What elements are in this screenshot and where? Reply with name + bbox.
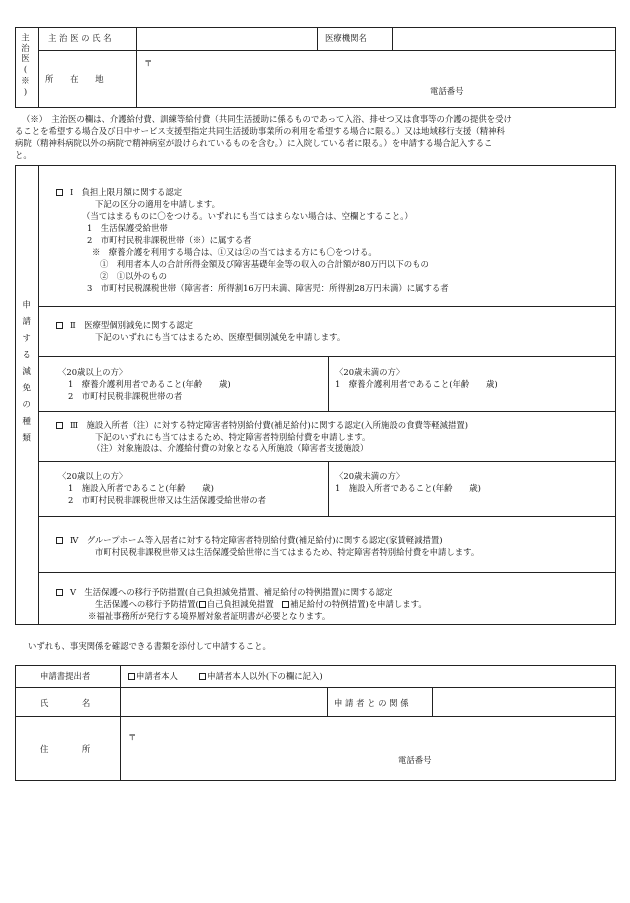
- sec4-title[interactable]: Ⅳ グループホーム等入居者に対する特定障害者特別給付費(補足給付)に関する認定(家賃軽減措置): [56, 535, 443, 546]
- attach-note: いずれも、事実関係を確認できる書類を添付して申請すること。: [28, 641, 271, 651]
- sec3-title[interactable]: Ⅲ 施設入所者（注）に対する特定障害者特別給付費(補足給付)に関する認定(入所施設の食費等軽減措置): [56, 420, 468, 431]
- divider: [317, 27, 318, 50]
- submitter-options: 申請者本人 申請者本人以外(下の欄に記入): [128, 671, 323, 682]
- self-burden-checkbox[interactable]: [199, 601, 206, 608]
- sec3-line: （注）対象施設は、介護給付費の対象となる入所施設（障害者支援施設）: [92, 443, 369, 453]
- note-line: ることを希望する場合及び日中サービス支援型指定共同生活援助事業所の利用を希望する場合に限る。）又は地域移行支援（精神科: [15, 126, 505, 136]
- sec2-line: 下記のいずれにも当てはまるため、医療型個別減免を申請します。: [95, 332, 346, 342]
- divider: [136, 27, 137, 108]
- submitter-label: 申請書提出者: [40, 671, 91, 681]
- relation-label: 申 請 者 と の 関 係: [334, 698, 409, 708]
- sec1-line: ② ①以外のもの: [100, 271, 167, 281]
- submitter-address-field[interactable]: [124, 744, 394, 762]
- doctor-name-label: 主 治 医 の 氏 名: [48, 33, 112, 43]
- divider: [38, 306, 616, 307]
- divider: [38, 356, 616, 357]
- divider: [38, 572, 616, 573]
- divider: [38, 27, 39, 108]
- note-line: （※） 主治医の欄は、介護給付費、訓練等給付費（共同生活援助に係るものであって入浴、排せつ又は食事等の介護の提供を受け: [22, 114, 512, 124]
- sec5-title[interactable]: Ⅴ 生活保護への移行予防措置(自己負担減免措置、補足給付の特例措置)に関する認定: [56, 587, 392, 598]
- phone-label: 電話番号: [398, 755, 432, 765]
- doctor-side-label: 主治医(※): [20, 33, 31, 99]
- sec2-left-line: 1 療養介護利用者であること(年齢 歳): [68, 379, 231, 389]
- doctor-name-field[interactable]: [140, 29, 314, 48]
- submitter-name-field[interactable]: [124, 690, 324, 713]
- other-checkbox[interactable]: [199, 673, 206, 680]
- divider: [38, 50, 616, 51]
- sec4-checkbox[interactable]: [56, 537, 63, 544]
- divider: [328, 356, 329, 411]
- submitter-address-label: 住 所: [40, 744, 91, 754]
- sec3-right-line: 1 施設入所者であること(年齢 歳): [335, 483, 481, 493]
- divider: [392, 27, 393, 50]
- submitter-name-label: 氏 名: [40, 698, 91, 708]
- divider: [15, 716, 616, 717]
- sec1-line: （当てはまるものに〇をつける。いずれにも当てはまらない場合は、空欄とすること。）: [82, 211, 413, 221]
- sec1-line: ① 利用者本人の合計所得金額及び障害基礎年金等の収入の合計額が80万円以下のもの: [100, 259, 429, 269]
- sec4-line: 市町村民税非課税世帯又は生活保護受給世帯に当てはまるため、特定障害者特別給付費を申請します。: [95, 547, 480, 557]
- divider: [38, 516, 616, 517]
- sec1-line: 3 市町村民税課税世帯（障害者：所得割16万円未満、障害児：所得割28万円未満）に属する者: [87, 283, 449, 293]
- divider: [15, 687, 616, 688]
- institution-field[interactable]: [395, 29, 613, 48]
- note-line: 病院（精神科病院以外の病院で精神病室が設けられているものを含む。）に入院している者に限る。）を申請する場合記入するこ: [15, 138, 493, 148]
- sec3-left-line: 1 施設入所者であること(年齢 歳): [68, 483, 214, 493]
- sec3-right-head: 〈20歳未満の方〉: [335, 471, 405, 481]
- sec2-left-head: 〈20歳以上の方〉: [58, 367, 128, 377]
- sec2-left-line: 2 市町村民税非課税世帯の者: [68, 391, 183, 401]
- sec1-checkbox[interactable]: [56, 189, 63, 196]
- divider: [38, 165, 39, 625]
- sec2-right-line: 1 療養介護利用者であること(年齢 歳): [335, 379, 498, 389]
- submitter-table: [15, 665, 616, 781]
- note-line: と。: [15, 150, 32, 160]
- sec2-title[interactable]: Ⅱ 医療型個別減免に関する認定: [56, 320, 193, 331]
- postal-mark: 〒: [144, 58, 153, 68]
- sec2-right-head: 〈20歳未満の方〉: [335, 367, 405, 377]
- sec1-line: 1 生活保護受給世帯: [87, 223, 168, 233]
- sec3-left-head: 〈20歳以上の方〉: [58, 471, 128, 481]
- reduction-side-label: 申請する減免の種類: [20, 300, 31, 450]
- doctor-address-field[interactable]: [140, 70, 400, 88]
- sec1-title[interactable]: Ⅰ 負担上限月額に関する認定: [56, 187, 182, 198]
- divider: [432, 687, 433, 716]
- divider: [327, 687, 328, 716]
- sec1-line: ※ 療養介護を利用する場合は、①又は②の当てはまる方にも〇をつける。: [92, 247, 377, 257]
- sec1-line: 下記の区分の適用を申請します。: [95, 199, 220, 209]
- phone-label: 電話番号: [430, 86, 464, 96]
- relation-field[interactable]: [436, 690, 612, 713]
- sec3-line: 下記のいずれにも当てはまるため、特定障害者特別給付費を申請します。: [95, 432, 371, 442]
- sec5-line: ※福祉事務所が発行する境界層対象者証明書が必要となります。: [88, 611, 331, 621]
- sec2-checkbox[interactable]: [56, 322, 63, 329]
- divider: [38, 461, 616, 462]
- sec3-left-line: 2 市町村民税非課税世帯又は生活保護受給世帯の者: [68, 495, 266, 505]
- postal-mark: 〒: [128, 732, 137, 742]
- divider: [120, 665, 121, 781]
- sec3-checkbox[interactable]: [56, 422, 63, 429]
- divider: [38, 411, 616, 412]
- divider: [328, 461, 329, 516]
- institution-label: 医療機関名: [325, 33, 367, 43]
- doctor-address-label: 所 在 地: [45, 74, 104, 84]
- sec5-line: 生活保護への移行予防措置( 自己負担減免措置 補足給付の特例措置)を申請します。: [95, 599, 427, 609]
- sec5-checkbox[interactable]: [56, 589, 63, 596]
- sec1-line: 2 市町村民税非課税世帯（※）に属する者: [87, 235, 252, 245]
- self-checkbox[interactable]: [128, 673, 135, 680]
- special-measure-checkbox[interactable]: [282, 601, 289, 608]
